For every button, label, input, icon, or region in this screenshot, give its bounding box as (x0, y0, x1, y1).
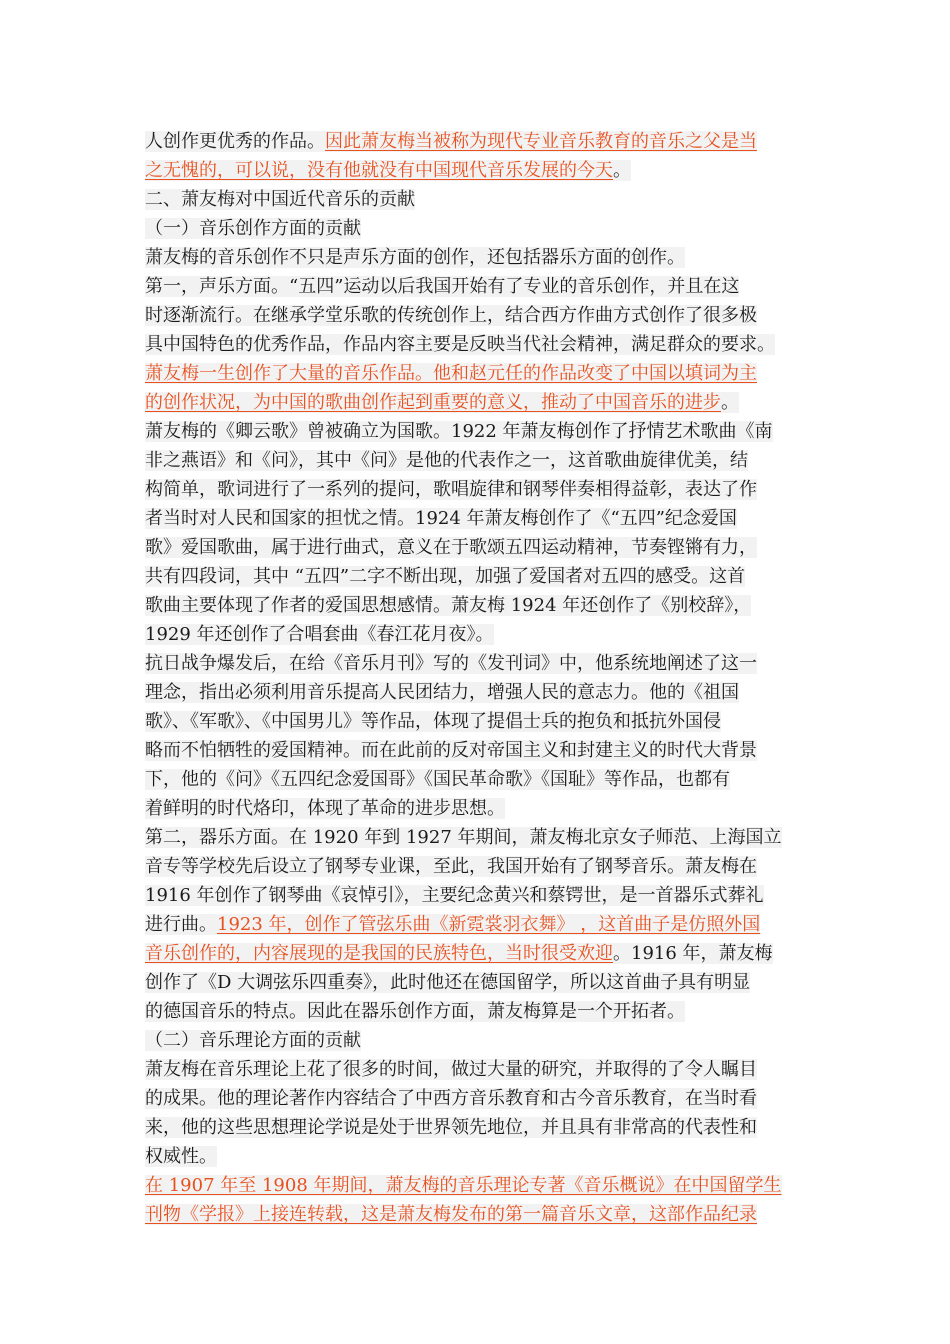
text-line (145, 997, 810, 1026)
text-line (145, 301, 810, 330)
text-line (145, 272, 810, 301)
text-line (145, 156, 810, 185)
text-segment: 创作了《D 大调弦乐四重奏》，此时他还在德国留学，所以这首曲子具有明显 (145, 972, 751, 993)
text-segment: 的成果。他的理论著作内容结合了中西方音乐教育和古今音乐教育，在当时看 (145, 1088, 757, 1109)
text-segment: 歌》爱国歌曲，属于进行曲式，意义在于歌颂五四运动精神，节奏铿锵有力， (145, 537, 757, 558)
text-line (145, 533, 810, 562)
text-segment: 萧友梅的音乐创作不只是声乐方面的创作，还包括器乐方面的创作。 (145, 247, 685, 268)
text-line (145, 185, 810, 214)
text-line (145, 1026, 810, 1055)
text-line (145, 939, 810, 968)
text-line (145, 359, 810, 388)
text-line (145, 620, 810, 649)
text-line (145, 1142, 810, 1171)
highlighted-text-segment: 音乐创作的，内容展现的是我国的民族特色，当时很受欢迎 (145, 943, 613, 964)
text-segment: 第二，器乐方面。在 1920 年到 1927 年期间，萧友梅北京女子师范、上海国立 (145, 827, 782, 848)
text-segment: 人创作更优秀的作品。 (145, 131, 325, 152)
text-line (145, 910, 810, 939)
text-segment: 的德国音乐的特点。因此在器乐创作方面，萧友梅算是一个开拓者。 (145, 1001, 685, 1022)
text-line (145, 765, 810, 794)
text-line (145, 417, 810, 446)
highlighted-text-segment: 因此萧友梅当被称为现代专业音乐教育的音乐之父是当 (325, 131, 757, 152)
text-segment: 。 (721, 392, 739, 413)
document-body (145, 127, 810, 1229)
text-line (145, 1084, 810, 1113)
text-segment: 来，他的这些思想理论学说是处于世界领先地位，并且具有非常高的代表性和 (145, 1117, 757, 1138)
text-line (145, 330, 810, 359)
highlighted-text-segment: 萧友梅一生创作了大量的音乐作品。他和赵元任的作品改变了中国以填词为主 (145, 363, 757, 384)
highlighted-text-segment: 刊物《学报》上接连转载，这是萧友梅发布的第一篇音乐文章，这部作品纪录 (145, 1204, 757, 1225)
text-segment: 抗日战争爆发后，在给《音乐月刊》写的《发刊词》中，他系统地阐述了这一 (145, 653, 757, 674)
text-segment: 音专等学校先后设立了钢琴专业课，至此，我国开始有了钢琴音乐。萧友梅在 (145, 856, 757, 877)
text-line (145, 823, 810, 852)
text-line (145, 562, 810, 591)
text-segment: 具中国特色的优秀作品，作品内容主要是反映当代社会精神，满足群众的要求。 (145, 334, 775, 355)
text-line (145, 214, 810, 243)
text-segment: 理念，指出必须利用音乐提高人民团结力，增强人民的意志力。他的《祖国 (145, 682, 739, 703)
text-line (145, 794, 810, 823)
text-segment: （二）音乐理论方面的贡献 (145, 1030, 361, 1051)
text-line (145, 968, 810, 997)
text-segment: 。 (613, 160, 631, 181)
text-line (145, 1055, 810, 1084)
text-line (145, 881, 810, 910)
text-segment: 时逐渐流行。在继承学堂乐歌的传统创作上，结合西方作曲方式创作了很多极 (145, 305, 757, 326)
text-segment: 。1916 年，萧友梅 (613, 943, 773, 964)
text-segment: 者当时对人民和国家的担忧之情。1924 年萧友梅创作了《“五四”纪念爱国 (145, 508, 737, 529)
highlighted-text-segment: 的创作状况，为中国的歌曲创作起到重要的意义，推动了中国音乐的进步 (145, 392, 721, 413)
text-segment: 1929 年还创作了合唱套曲《春江花月夜》。 (145, 624, 494, 645)
text-segment: 共有四段词，其中 “五四”二字不断出现，加强了爱国者对五四的感受。这首 (145, 566, 746, 587)
text-segment: 权威性。 (145, 1146, 217, 1167)
text-segment: 歌》、《军歌》、《中国男儿》等作品，体现了提倡士兵的抱负和抵抗外国侵 (145, 711, 721, 732)
text-line (145, 243, 810, 272)
highlighted-text-segment: 之无愧的，可以说，没有他就没有中国现代音乐发展的今天 (145, 160, 613, 181)
text-line (145, 504, 810, 533)
text-segment: 下，他的《问》《五四纪念爱国哥》《国民革命歌》《国耻》等作品，也都有 (145, 769, 730, 790)
text-segment: 1916 年创作了钢琴曲《哀悼引》，主要纪念黄兴和蔡锷世，是一首器乐式葬礼 (145, 885, 764, 906)
text-segment: 萧友梅在音乐理论上花了很多的时间，做过大量的研究，并取得的了令人瞩目 (145, 1059, 757, 1080)
text-line (145, 475, 810, 504)
text-segment: 萧友梅的《卿云歌》曾被确立为国歌。1922 年萧友梅创作了抒情艺术歌曲《南 (145, 421, 773, 442)
highlighted-text-segment: 1923 年，创作了管弦乐曲《新霓裳羽衣舞》 ，这首曲子是仿照外国 (217, 914, 761, 935)
text-line (145, 127, 810, 156)
text-line (145, 1171, 810, 1200)
text-segment: 第一，声乐方面。“五四”运动以后我国开始有了专业的音乐创作，并且在这 (145, 276, 740, 297)
text-line (145, 388, 810, 417)
text-line (145, 736, 810, 765)
text-line (145, 1200, 810, 1229)
text-line (145, 852, 810, 881)
text-line (145, 678, 810, 707)
text-segment: 二、萧友梅对中国近代音乐的贡献 (145, 189, 415, 210)
text-segment: 构简单，歌词进行了一系列的提问，歌唱旋律和钢琴伴奏相得益彰，表达了作 (145, 479, 757, 500)
text-segment: 着鲜明的时代烙印，体现了革命的进步思想。 (145, 798, 505, 819)
text-segment: 非之燕语》和《问》，其中《问》是他的代表作之一，这首歌曲旋律优美，结 (145, 450, 748, 471)
highlighted-text-segment: 在 1907 年至 1908 年期间，萧友梅的音乐理论专著《音乐概说》在中国留学生 (145, 1175, 782, 1196)
text-line (145, 1113, 810, 1142)
text-segment: 歌曲主要体现了作者的爱国思想感情。萧友梅 1924 年还创作了《别校辞》， (145, 595, 752, 616)
text-line (145, 707, 810, 736)
text-line (145, 649, 810, 678)
text-line (145, 446, 810, 475)
text-segment: 进行曲。 (145, 914, 217, 935)
text-line (145, 591, 810, 620)
text-segment: （一）音乐创作方面的贡献 (145, 218, 361, 239)
text-segment: 略而不怕牺牲的爱国精神。而在此前的反对帝国主义和封建主义的时代大背景 (145, 740, 757, 761)
